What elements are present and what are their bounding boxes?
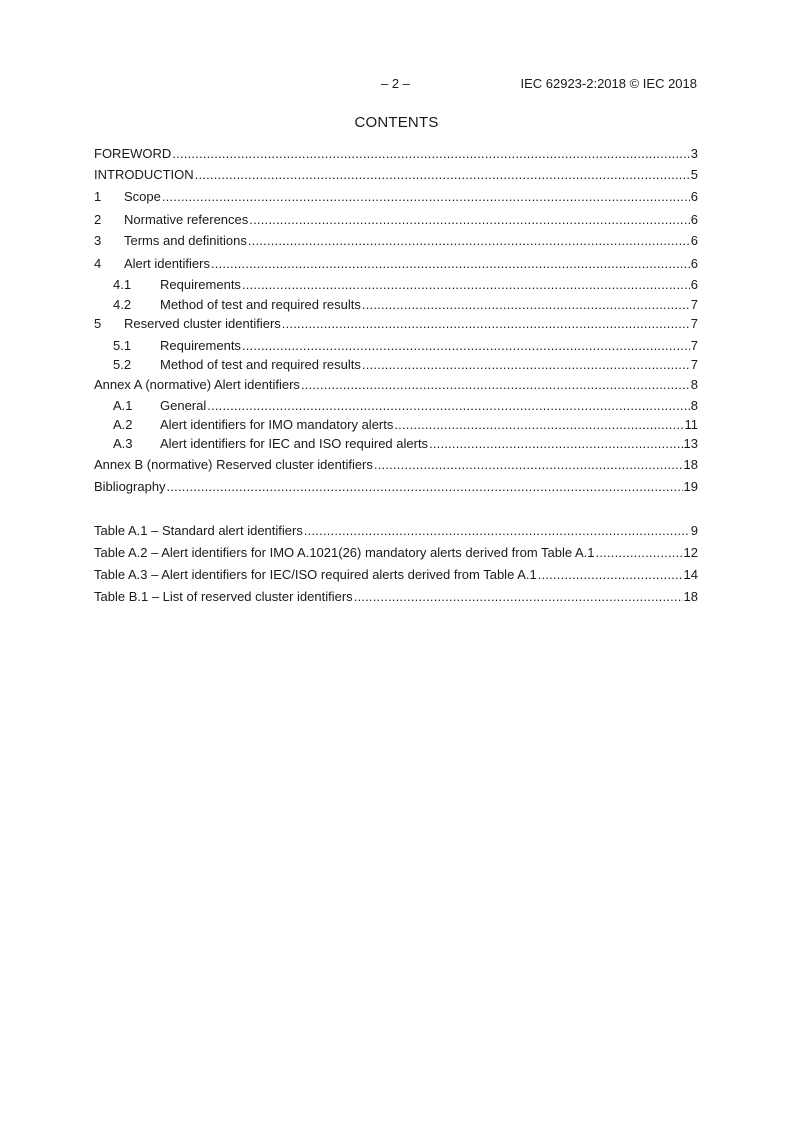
- toc-entry-page: 8: [690, 398, 698, 413]
- dot-leader: [538, 567, 683, 583]
- dot-leader: [242, 277, 690, 293]
- toc-entry-number: 4: [94, 256, 102, 271]
- dot-leader: [304, 523, 690, 539]
- dot-leader: [362, 297, 690, 313]
- toc-entry-title: Requirements: [160, 338, 241, 353]
- dot-leader: [162, 189, 690, 205]
- toc-entry-number: A.3: [113, 436, 133, 451]
- table-list-entry-b-1[interactable]: [94, 589, 698, 605]
- toc-entry-title: Annex B (normative) Reserved cluster identifiers: [94, 457, 373, 472]
- toc-entry-page: 13: [683, 436, 698, 451]
- toc-entry-page: 5: [690, 167, 698, 182]
- table-list-entry-a-2[interactable]: [94, 545, 698, 561]
- toc-entry-title: Method of test and required results: [160, 357, 361, 372]
- toc-entry-4-1-requirements[interactable]: [113, 277, 698, 293]
- toc-entry-number: 4.2: [113, 297, 132, 312]
- toc-entry-number: 5.2: [113, 357, 132, 372]
- dot-leader: [362, 357, 690, 373]
- toc-entry-title: Alert identifiers for IEC and ISO required alerts: [160, 436, 429, 451]
- document-reference: IEC 62923-2:2018 © IEC 2018: [520, 76, 697, 91]
- toc-entry-title: Normative references: [124, 212, 249, 227]
- toc-entry-page: 6: [690, 212, 698, 227]
- dot-leader: [242, 338, 690, 354]
- toc-entry-number: 5.1: [113, 338, 132, 353]
- table-list-title: Table A.3 – Alert identifiers for IEC/ISO required alerts derived from Table A.1: [94, 567, 537, 582]
- dot-leader: [429, 436, 682, 452]
- table-list-entry-a-1[interactable]: [94, 523, 698, 539]
- table-list-page: 9: [690, 523, 698, 538]
- toc-entry-title: Bibliography: [94, 479, 166, 494]
- dot-leader: [249, 212, 689, 228]
- toc-entry-a-3-iec-iso-alerts[interactable]: [113, 436, 698, 452]
- toc-entry-page: 7: [690, 316, 698, 331]
- toc-entry-number: 2: [94, 212, 102, 227]
- toc-entry-number: 4.1: [113, 277, 132, 292]
- toc-entry-5-1-requirements[interactable]: [113, 338, 698, 354]
- toc-entry-title: Annex A (normative) Alert identifiers: [94, 377, 300, 392]
- toc-entry-page: 8: [690, 377, 698, 392]
- toc-entry-page: 18: [683, 457, 698, 472]
- table-list-title: Table B.1 – List of reserved cluster identifiers: [94, 589, 353, 604]
- toc-entry-annex-b[interactable]: [94, 457, 698, 473]
- toc-entry-title: Terms and definitions: [124, 233, 247, 248]
- table-list-page: 14: [683, 567, 698, 582]
- toc-entry-alert-identifiers[interactable]: [94, 256, 698, 272]
- toc-entry-title: Requirements: [160, 277, 241, 292]
- toc-entry-page: 7: [690, 297, 698, 312]
- dot-leader: [374, 457, 683, 473]
- toc-entry-title: Scope: [124, 189, 161, 204]
- toc-entry-page: 6: [690, 277, 698, 292]
- toc-entry-5-2-method-of-test[interactable]: [113, 357, 698, 373]
- toc-entry-4-2-method-of-test[interactable]: [113, 297, 698, 313]
- toc-entry-annex-a[interactable]: [94, 377, 698, 393]
- dot-leader: [195, 167, 690, 183]
- dot-leader: [167, 479, 683, 495]
- dot-leader: [211, 256, 690, 272]
- toc-entry-title: Reserved cluster identifiers: [124, 316, 281, 331]
- toc-entry-page: 7: [690, 357, 698, 372]
- toc-entry-title: FOREWORD: [94, 146, 172, 161]
- toc-entry-page: 6: [690, 256, 698, 271]
- table-list-title: Table A.2 – Alert identifiers for IMO A.1021(26) mandatory alerts derived from Table A.1: [94, 545, 595, 560]
- dot-leader: [282, 316, 690, 332]
- table-list-page: 18: [683, 589, 698, 604]
- toc-entry-number: 1: [94, 189, 102, 204]
- toc-entry-title: Alert identifiers: [124, 256, 210, 271]
- contents-heading: CONTENTS: [354, 114, 439, 131]
- dot-leader: [207, 398, 690, 414]
- dot-leader: [248, 233, 690, 249]
- toc-entry-a-1-general[interactable]: [113, 398, 698, 414]
- toc-entry-title: Method of test and required results: [160, 297, 361, 312]
- table-list-entry-a-3[interactable]: [94, 567, 698, 583]
- toc-entry-page: 11: [684, 417, 698, 432]
- toc-entry-foreword[interactable]: [94, 146, 698, 162]
- toc-entry-a-2-imo-alerts[interactable]: [113, 417, 698, 433]
- toc-entry-page: 6: [690, 233, 698, 248]
- toc-entry-title: Alert identifiers for IMO mandatory alerts: [160, 417, 394, 432]
- toc-entry-title: INTRODUCTION: [94, 167, 194, 182]
- table-list-page: 12: [683, 545, 698, 560]
- toc-entry-page: 7: [690, 338, 698, 353]
- toc-entry-number: A.1: [113, 398, 133, 413]
- toc-entry-page: 19: [683, 479, 698, 494]
- toc-entry-number: 3: [94, 233, 102, 248]
- dot-leader: [301, 377, 690, 393]
- dot-leader: [172, 146, 689, 162]
- dot-leader: [596, 545, 683, 561]
- toc-entry-introduction[interactable]: [94, 167, 698, 183]
- toc-entry-number: A.2: [113, 417, 133, 432]
- page-number: – 2 –: [381, 76, 410, 91]
- toc-entry-number: 5: [94, 316, 102, 331]
- dot-leader: [394, 417, 683, 433]
- table-list-title: Table A.1 – Standard alert identifiers: [94, 523, 303, 538]
- toc-entry-normative-references[interactable]: [94, 212, 698, 228]
- toc-entry-terms-and-definitions[interactable]: [94, 233, 698, 249]
- toc-entry-scope[interactable]: [94, 189, 698, 205]
- toc-entry-title: General: [160, 398, 207, 413]
- dot-leader: [354, 589, 683, 605]
- toc-entry-page: 3: [690, 146, 698, 161]
- toc-entry-reserved-cluster-identifiers[interactable]: [94, 316, 698, 332]
- toc-entry-bibliography[interactable]: [94, 479, 698, 495]
- toc-entry-page: 6: [690, 189, 698, 204]
